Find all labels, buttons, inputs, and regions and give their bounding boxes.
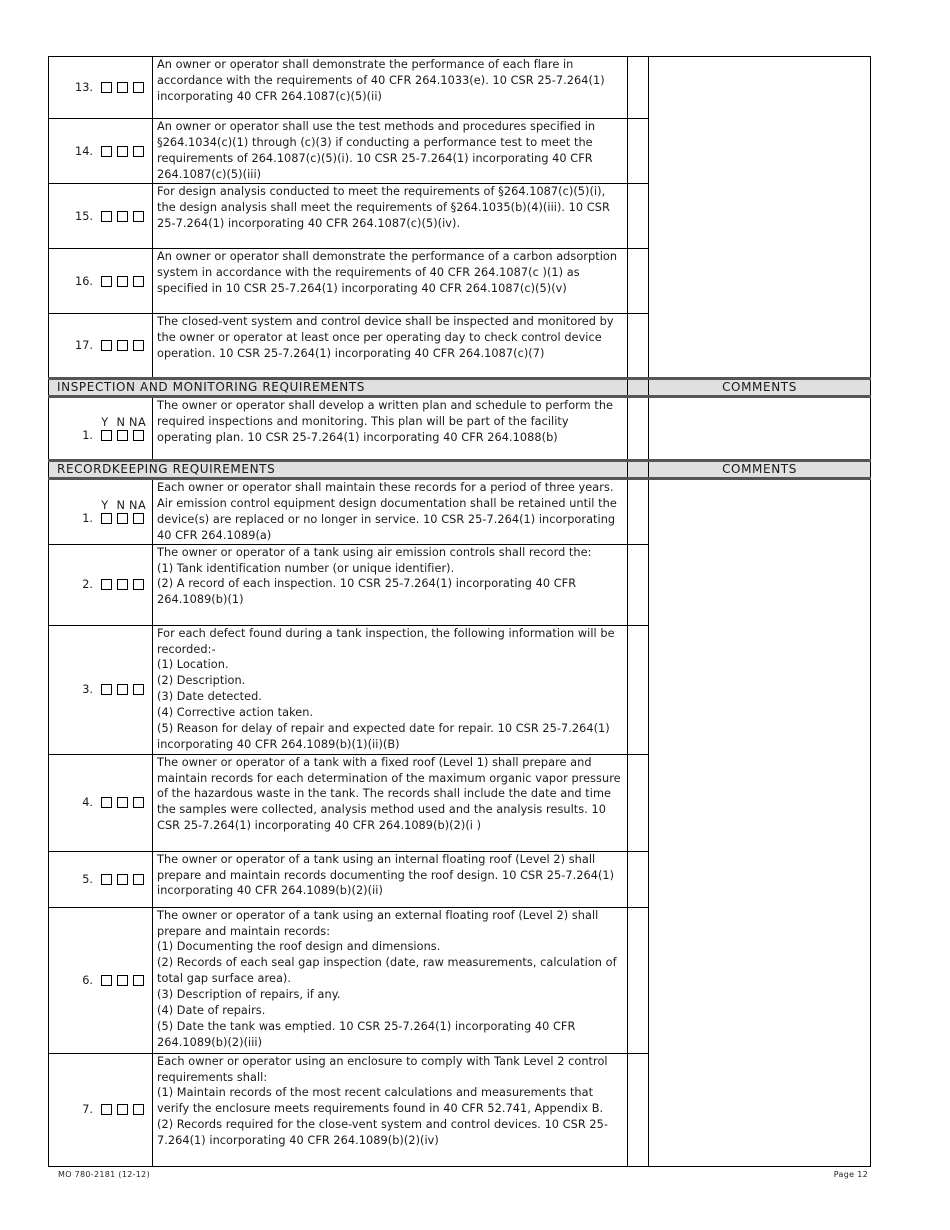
na-checkbox[interactable] [133, 874, 144, 885]
requirement-text: The closed-vent system and control device shall be inspected and monitored by the owner or operator at least once per operating day to check control device operation. 10 CSR 25-7.264(1) incorporating 40 CFR 264.1087(c)(7) [153, 314, 628, 379]
requirement-text: An owner or operator shall demonstrate the performance of a carbon adsorption system in accordance with the requirements of 40 CFR 264.1087(c )(1) as specified in 10 CSR 25-7.264(1) incorporating 40 CFR 264.1087(c)(5)(v) [153, 249, 628, 314]
blank-cell[interactable] [628, 754, 649, 851]
item-number: 1. [82, 511, 93, 525]
item-number: 4. [82, 796, 93, 810]
yes-checkbox[interactable] [101, 797, 112, 808]
section-title: RECORDKEEPING REQUIREMENTS [49, 461, 628, 479]
blank-cell[interactable] [628, 907, 649, 1053]
item-number: 13. [75, 81, 93, 94]
na-checkbox[interactable] [133, 430, 144, 441]
item-number: 14. [75, 144, 93, 158]
na-checkbox[interactable] [133, 975, 144, 986]
table-row [49, 397, 871, 461]
na-checkbox[interactable] [133, 340, 144, 351]
section-title: INSPECTION AND MONITORING REQUIREMENTS [49, 379, 628, 397]
na-checkbox[interactable] [133, 579, 144, 590]
yes-checkbox[interactable] [101, 513, 112, 524]
requirement-text: The owner or operator shall develop a written plan and schedule to perform the required inspections and monitoring. This plan will be part of the facility operating plan. 10 CSR 25-7.264(1) incorporating 40 CFR 264.1088(b) [153, 397, 628, 461]
na-checkbox[interactable] [133, 276, 144, 287]
checklist-form [48, 56, 870, 1167]
blank-cell[interactable] [628, 544, 649, 625]
page-number: Page 12 [833, 1170, 868, 1179]
table-row [49, 479, 871, 545]
checkbox-headers: Y N NA [101, 415, 147, 429]
blank-cell[interactable] [628, 851, 649, 907]
yes-checkbox[interactable] [101, 874, 112, 885]
item-number: 16. [75, 274, 93, 288]
comments-header: COMMENTS [649, 379, 871, 397]
no-checkbox[interactable] [117, 276, 128, 287]
no-checkbox[interactable] [117, 82, 128, 93]
checklist-table [48, 56, 871, 1167]
checkbox-headers: Y N NA [101, 498, 147, 512]
form-id: MO 780-2181 (12-12) [58, 1170, 150, 1179]
item-number: 2. [82, 578, 93, 592]
na-checkbox[interactable] [133, 211, 144, 222]
section-header [49, 461, 871, 479]
blank-cell[interactable] [628, 184, 649, 249]
no-checkbox[interactable] [117, 797, 128, 808]
comments-field[interactable] [649, 397, 871, 461]
na-checkbox[interactable] [133, 1104, 144, 1115]
blank-cell[interactable] [628, 479, 649, 545]
item-number: 15. [75, 209, 93, 223]
requirement-text: The owner or operator of a tank with a fixed roof (Level 1) shall prepare and maintain records for each determination of the maximum organic vapor pressure of the hazardous waste in the tank. The records shall include the date and time the samples were collected, analysis method used and the analysis results. 10 CSR 25-7.264(1) incorporating 40 CFR 264.1089(b)(2)(i ) [153, 754, 628, 851]
no-checkbox[interactable] [117, 146, 128, 157]
yes-checkbox[interactable] [101, 684, 112, 695]
item-number: 17. [75, 339, 93, 352]
blank-cell[interactable] [628, 249, 649, 314]
no-checkbox[interactable] [117, 513, 128, 524]
requirement-text: Each owner or operator using an enclosure to comply with Tank Level 2 control requirements shall: (1) Maintain records of the most recent calculations and measurements that verify the enclosure meets requirements found in 40 CFR 52.741, Appendix B. (2) Records required for the close-vent system and control devices. 10 CSR 25-7.264(1) incorporating 40 CFR 264.1089(b)(2)(iv) [153, 1053, 628, 1166]
item-number: 1. [82, 428, 93, 442]
blank-cell[interactable] [628, 397, 649, 461]
section-header [49, 379, 871, 397]
requirement-text: The owner or operator of a tank using air emission controls shall record the: (1) Tank identification number (or unique identifier). (2) A record of each inspection. 10 CSR 25-7.264(1) incorporating 40 CFR 264.1089(b)(1) [153, 544, 628, 625]
requirement-text: An owner or operator shall demonstrate the performance of each flare in accordance with the requirements of 40 CFR 264.1033(e). 10 CSR 25-7.264(1) incorporating 40 CFR 264.1087(c)(5)(ii) [153, 57, 628, 119]
requirement-text: Each owner or operator shall maintain these records for a period of three years. Air emission control equipment design documentation shall be retained until the device(s) are replaced or no longer in service. 10 CSR 25-7.264(1) incorporating 40 CFR 264.1089(a) [153, 479, 628, 545]
yes-checkbox[interactable] [101, 579, 112, 590]
na-checkbox[interactable] [133, 513, 144, 524]
no-checkbox[interactable] [117, 430, 128, 441]
requirement-text: An owner or operator shall use the test methods and procedures specified in §264.1034(c)(1) through (c)(3) if conducting a performance test to meet the requirements of 264.1087(c)(5)(i). 10 CSR 25-7.264(1) incorporating 40 CFR 264.1087(c)(5)(iii) [153, 119, 628, 184]
no-checkbox[interactable] [117, 579, 128, 590]
requirement-text: The owner or operator of a tank using an external floating roof (Level 2) shall prepare and maintain records: (1) Documenting the roof design and dimensions. (2) Records of each seal gap inspection (date, raw measurements, calculation of total gap surface area). (3) Description of repairs, if any. (4) Date of repairs. (5) Date the tank was emptied. 10 CSR 25-7.264(1) incorporating 40 CFR 264.1089(b)(2)(iii) [153, 907, 628, 1053]
yes-checkbox[interactable] [101, 430, 112, 441]
na-checkbox[interactable] [133, 797, 144, 808]
na-checkbox[interactable] [133, 146, 144, 157]
comments-field[interactable] [649, 479, 871, 1167]
na-checkbox[interactable] [133, 684, 144, 695]
item-number: 3. [82, 683, 93, 697]
requirement-text: The owner or operator of a tank using an internal floating roof (Level 2) shall prepare and maintain records documenting the roof design. 10 CSR 25-7.264(1) incorporating 40 CFR 264.1089(b)(2)(ii) [153, 851, 628, 907]
yes-checkbox[interactable] [101, 82, 112, 93]
table-row [49, 57, 871, 119]
no-checkbox[interactable] [117, 211, 128, 222]
blank-cell[interactable] [628, 1053, 649, 1166]
yes-checkbox[interactable] [101, 1104, 112, 1115]
na-checkbox[interactable] [133, 82, 144, 93]
no-checkbox[interactable] [117, 684, 128, 695]
item-number: 5. [82, 872, 93, 886]
yes-checkbox[interactable] [101, 146, 112, 157]
blank-cell[interactable] [628, 57, 649, 119]
requirement-text: For each defect found during a tank inspection, the following information will be recorded:- (1) Location. (2) Description. (3) Date detected. (4) Corrective action taken. (5) Reason for delay of repair and expected date for repair. 10 CSR 25-7.264(1) incorporating 40 CFR 264.1089(b)(1)(ii)(B) [153, 625, 628, 754]
no-checkbox[interactable] [117, 340, 128, 351]
item-number: 6. [82, 973, 93, 987]
yes-checkbox[interactable] [101, 340, 112, 351]
requirement-text: For design analysis conducted to meet the requirements of §264.1087(c)(5)(i), the design analysis shall meet the requirements of §264.1035(b)(4)(iii). 10 CSR 25-7.264(1) incorporating 40 CFR 264.1087(c)(5)(iv). [153, 184, 628, 249]
yes-checkbox[interactable] [101, 211, 112, 222]
no-checkbox[interactable] [117, 975, 128, 986]
blank-cell[interactable] [628, 314, 649, 379]
blank-cell[interactable] [628, 119, 649, 184]
no-checkbox[interactable] [117, 874, 128, 885]
comments-field[interactable] [649, 57, 871, 379]
no-checkbox[interactable] [117, 1104, 128, 1115]
item-number: 7. [82, 1103, 93, 1117]
yes-checkbox[interactable] [101, 276, 112, 287]
yes-checkbox[interactable] [101, 975, 112, 986]
comments-header: COMMENTS [649, 461, 871, 479]
blank-cell[interactable] [628, 625, 649, 754]
